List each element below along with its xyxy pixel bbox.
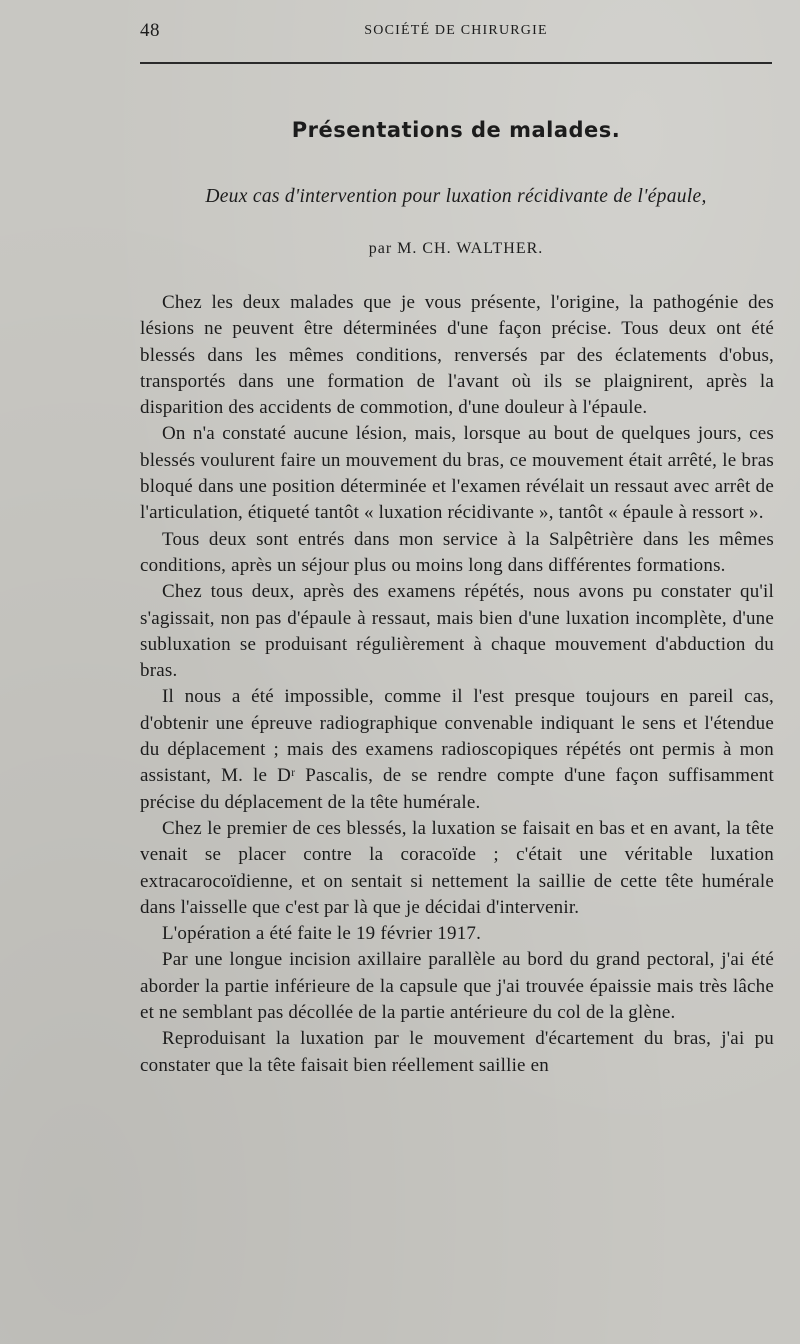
section-title: Présentations de malades. bbox=[291, 118, 621, 142]
article-title: Deux cas d'intervention pour luxation récidivante de l'épaule, bbox=[205, 186, 707, 207]
paragraph: On n'a constaté aucune lésion, mais, lorsque au bout de quelques jours, ces blessés voulurent faire un mouvement du bras, ce mouvement était arrêté, le bras bloqué dans une position déterminée et l'examen révélait un ressaut avec arrêt de l'articulation, étiqueté tantôt « luxation récidivante », tantôt « épaule à ressort ». bbox=[140, 423, 774, 524]
header-rule bbox=[140, 62, 772, 64]
paragraph: L'opération a été faite le 19 février 1917. bbox=[162, 923, 482, 945]
paragraph: Chez tous deux, après des examens répétés, nous avons pu constater qu'il s'agissait, non pas d'épaule à ressaut, mais bien d'une luxation incomplète, d'une subluxation se produisant régulièrement à chaque mouvement d'abduction du bras. bbox=[140, 581, 774, 682]
running-head: SOCIÉTÉ DE CHIRURGIE bbox=[364, 23, 548, 38]
paragraph: Tous deux sont entrés dans mon service à la Salpêtrière dans les mêmes conditions, après un séjour plus ou moins long dans différentes formations. bbox=[140, 528, 774, 576]
paragraph: Reproduisant la luxation par le mouvement d'écartement du bras, j'ai pu constater que la tête faisait bien réellement saillie en bbox=[140, 1028, 774, 1076]
page-number: 48 bbox=[140, 20, 160, 41]
paragraph: Chez les deux malades que je vous présente, l'origine, la pathogénie des lésions ne peuvent être déterminées d'une façon précise. Tous deux ont été blessés dans les mêmes conditions, renversés par des éclatements d'obus, transportés dans une formation de l'avant où ils se plaignirent, après la disparition des accidents de commotion, d'une douleur à l'épaule. bbox=[140, 292, 774, 419]
paragraph: Par une longue incision axillaire parallèle au bord du grand pectoral, j'ai été aborder la partie inférieure de la capsule que j'ai trouvée épaissie mais très lâche et ne semblant pas décollée de la partie antérieure du col de la glène. bbox=[140, 949, 774, 1024]
page-header bbox=[140, 20, 772, 44]
paragraph: Il nous a été impossible, comme il l'est presque toujours en pareil cas, d'obtenir une épreuve radiographique convenable indiquant le sens et l'étendue du déplacement ; mais des examens radioscopiques répétés ont permis à mon assistant, M. le Dʳ Pascalis, de se rendre compte d'une façon suffisamment précise du déplacement de la tête humérale. bbox=[140, 686, 774, 813]
article-body bbox=[140, 290, 774, 1079]
paragraph: Chez le premier de ces blessés, la luxation se faisait en bas et en avant, la tête venait se placer contre la coracoïde ; c'était une véritable luxation extracarocoïdienne, et on sentait si nettement la saillie de cette tête humérale dans l'aisselle que c'est par là que je décidai d'intervenir. bbox=[140, 817, 774, 918]
article-byline: par M. CH. WALTHER. bbox=[368, 240, 544, 257]
